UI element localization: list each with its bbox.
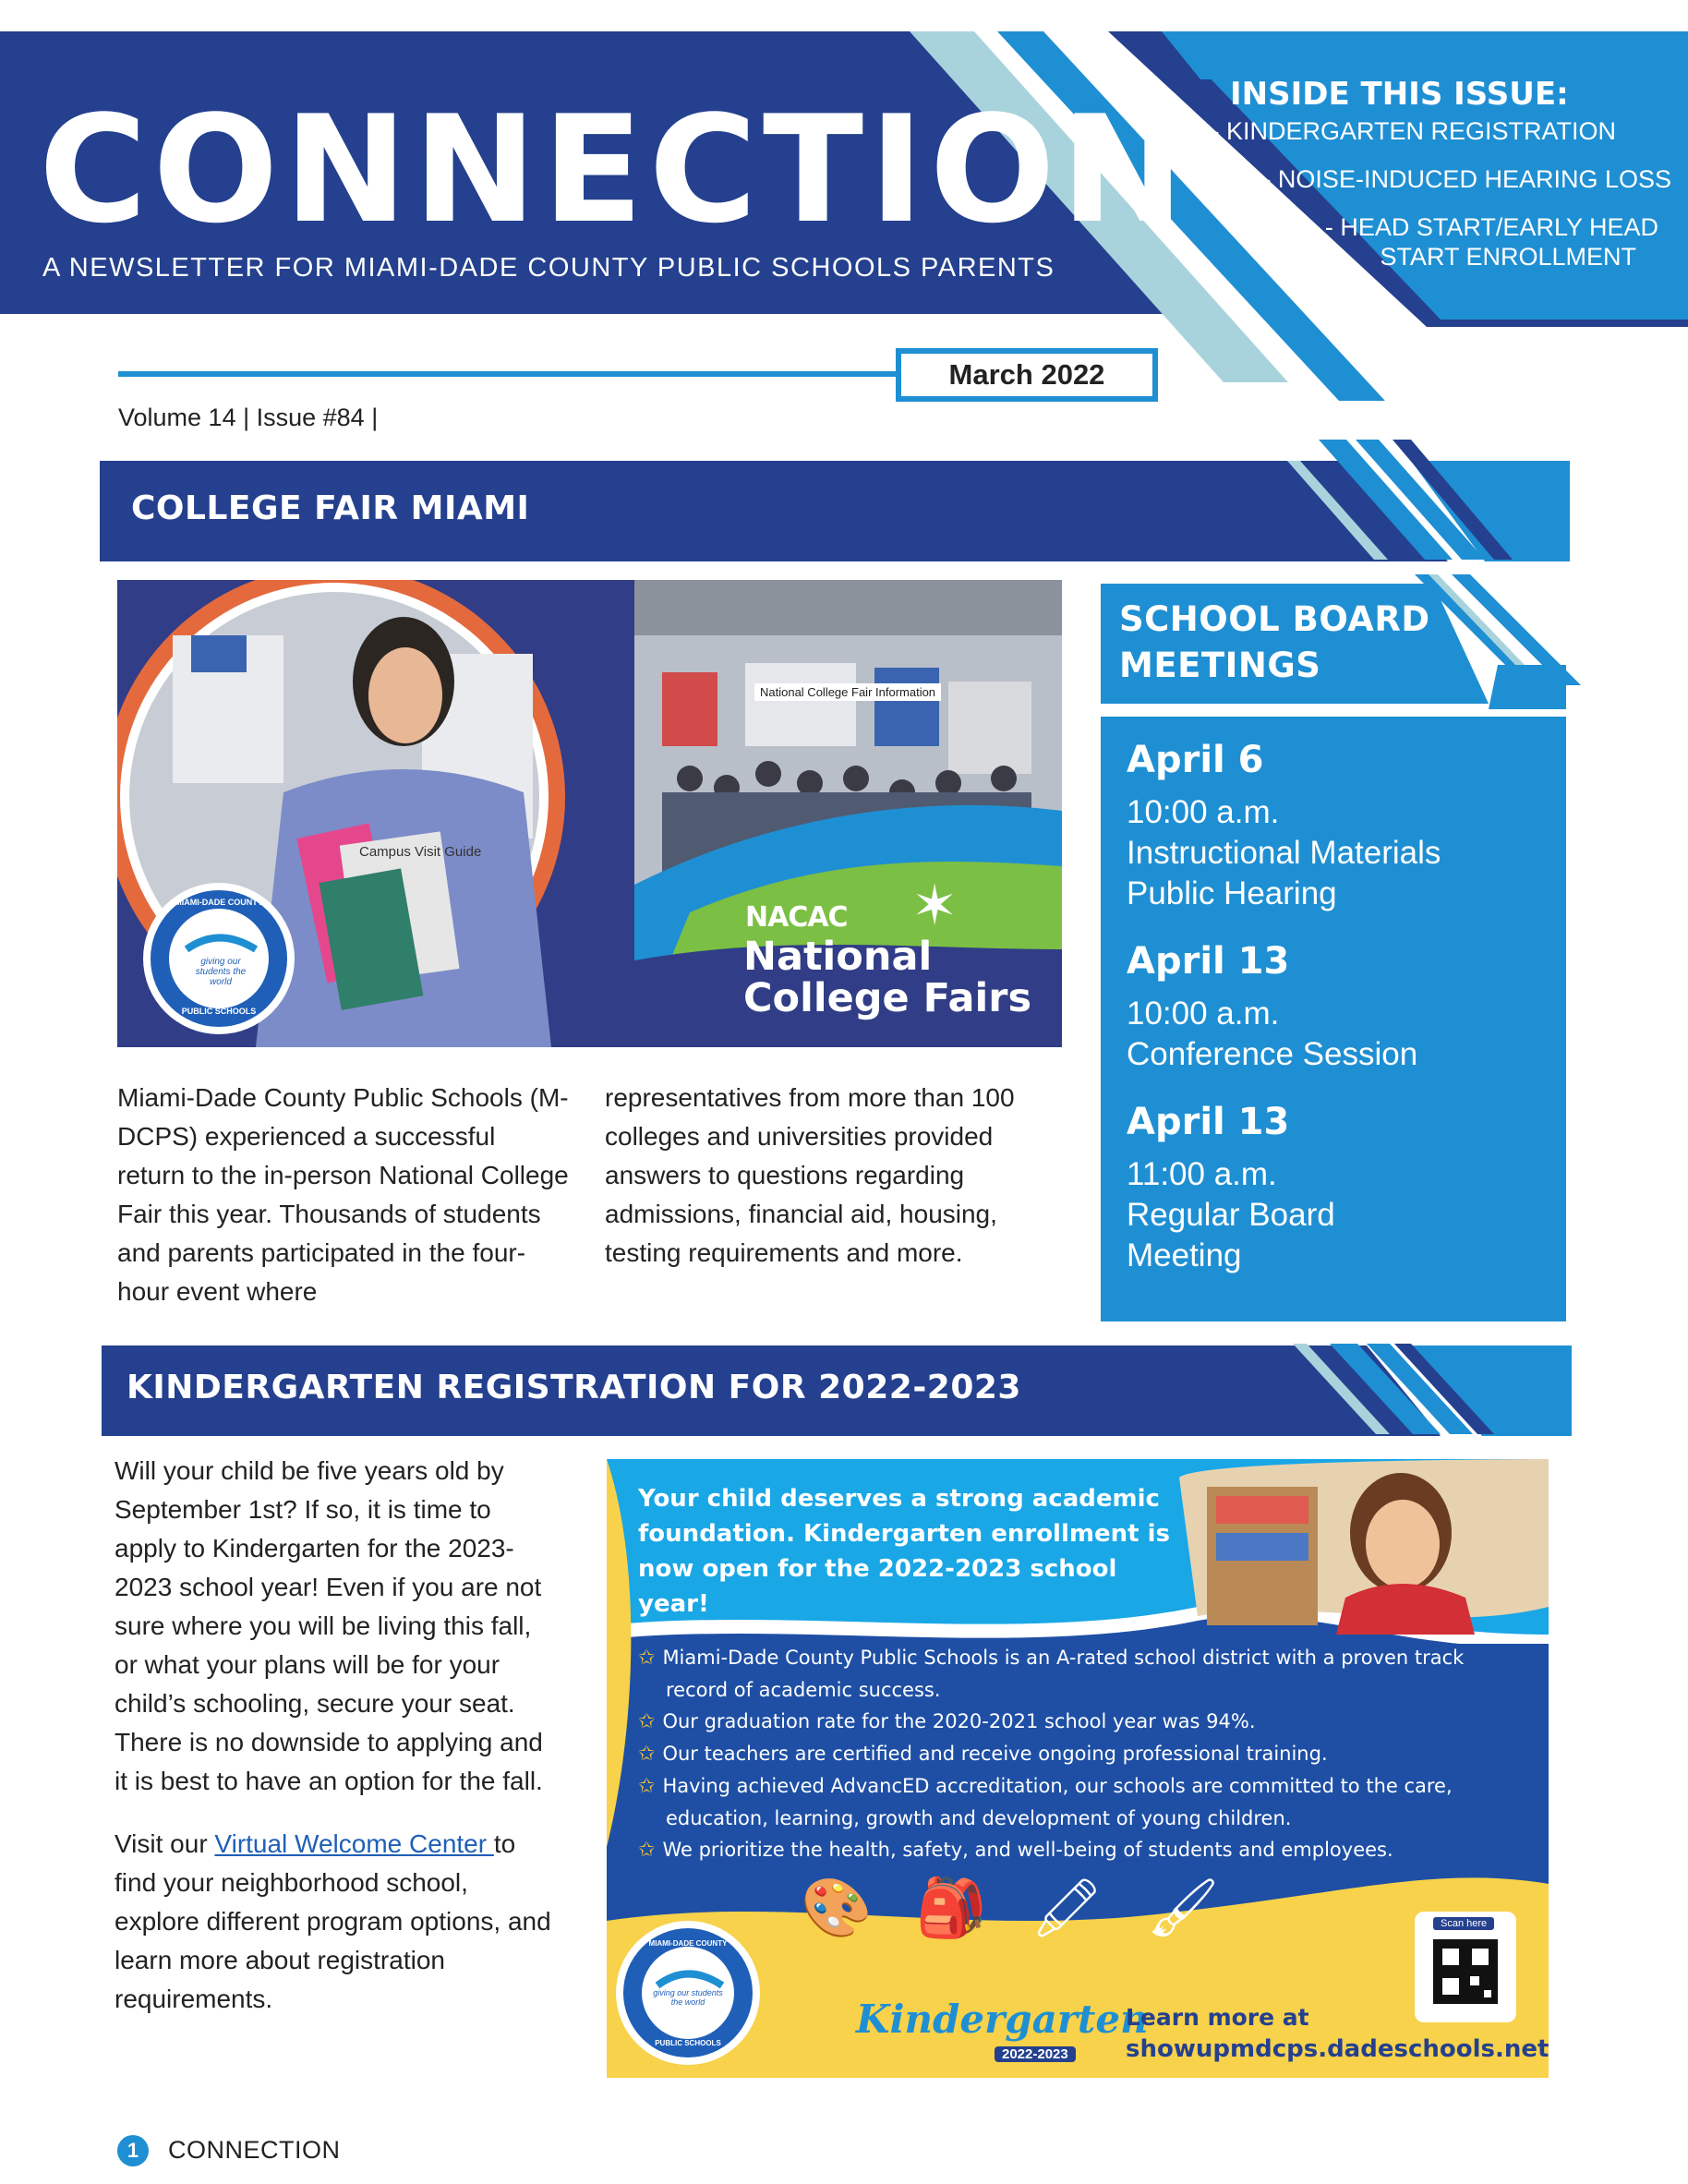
meeting-date: April 13: [1127, 1101, 1290, 1143]
meeting-time: 11:00 a.m.: [1127, 1156, 1277, 1192]
flyer-bullet: ✩ Having achieved AdvancED accreditation, our schools are committed to the care, education, learning, growth and development of young children.: [638, 1775, 1453, 1829]
kindergarten-heading: KINDERGARTEN REGISTRATION FOR 2022-2023: [127, 1369, 1021, 1406]
star-icon: ✩: [638, 1775, 656, 1798]
volume-info: Volume 14 | Issue #84 |: [118, 404, 379, 431]
virtual-welcome-center-link[interactable]: Virtual Welcome Center: [214, 1829, 494, 1858]
college-fair-heading: COLLEGE FAIR MIAMI: [131, 489, 530, 527]
flyer-bullet: ✩ Our teachers are certified and receive ongoing professional training.: [638, 1743, 1328, 1766]
meeting-time: 10:00 a.m.: [1127, 995, 1280, 1032]
logo-bottom-text: PUBLIC SCHOOLS: [181, 1007, 257, 1016]
meeting-desc: Instructional Materials: [1127, 835, 1441, 871]
flyer-logo-top: MIAMI-DADE COUNTY: [648, 1939, 728, 1948]
college-fair-photo: [117, 580, 1062, 1047]
flyer-headline: Your child deserves a strong academic foundation. Kindergarten enrollment is now open for the 2022-2023 school year!: [638, 1485, 1170, 1618]
logo-tagline: giving our students the world: [195, 957, 247, 987]
board-heading: SCHOOL BOARD MEETINGS: [1119, 599, 1430, 685]
inside-issue-title: INSIDE THIS ISSUE:: [1230, 76, 1569, 113]
inside-item-kindergarten: - KINDERGARTEN REGISTRATION: [1211, 117, 1616, 145]
newsletter-subtitle: A NEWSLETTER FOR MIAMI-DADE COUNTY PUBLIC SCHOOLS PARENTS: [42, 253, 1055, 283]
flyer-bullet: ✩ We prioritize the health, safety, and well-being of students and employees.: [638, 1839, 1393, 1862]
board-meeting-3: [1127, 1101, 1561, 1276]
star-icon: ✩: [638, 1743, 656, 1766]
kindergarten-flyer: [607, 1459, 1549, 2078]
brand-line-2: College Fairs: [743, 975, 1032, 1021]
fair-sign-text: National College Fair Information: [754, 683, 941, 701]
backpack-icon: 🎒: [915, 1876, 987, 1940]
meeting-desc: Public Hearing: [1127, 875, 1337, 911]
kindergarten-word: Kindergarten: [856, 1997, 1149, 2042]
issue-date: March 2022: [896, 348, 1158, 402]
college-fair-col1: Miami-Dade County Public Schools (M-DCPS) experienced a successful return to the in-person National College Fair this year. Thousands of students and parents participated in the four-hour event where: [117, 1083, 569, 1306]
inside-item-hearing: - NOISE-INDUCED HEARING LOSS: [1262, 165, 1671, 193]
masthead: [0, 31, 1688, 327]
school-supplies-icons: [801, 1875, 1220, 1942]
paintbrush-icon: 🖌: [1146, 1876, 1220, 1940]
inside-item-head-start: - HEAD START/EARLY HEAD: [1324, 213, 1658, 241]
kindergarten-year: 2022-2023: [995, 2046, 1076, 2062]
meeting-desc: Conference Session: [1127, 1036, 1418, 1072]
flyer-logo-tagline: giving our students the world: [653, 1988, 723, 2007]
kindergarten-text: [115, 1452, 558, 2043]
learn-more-url[interactable]: showupmdcps.dadeschools.net: [1126, 2035, 1549, 2063]
board-meeting-2: [1127, 940, 1561, 1075]
star-icon: ✩: [638, 1710, 656, 1733]
meeting-desc: Regular Board: [1127, 1197, 1335, 1233]
scan-label: Scan here: [1433, 1917, 1494, 1930]
flyer-bullets: [638, 1642, 1525, 1866]
date-rule: [118, 371, 896, 377]
booklet-text: Campus Visit Guide: [359, 844, 482, 860]
meeting-date: April 6: [1127, 739, 1264, 781]
brand-line-1: National: [743, 934, 933, 980]
footer-label: CONNECTION: [168, 2136, 341, 2164]
palette-icon: 🎨: [801, 1876, 873, 1940]
learn-more-label: Learn more at: [1126, 2004, 1309, 2031]
kindergarten-paragraph-1: Will your child be five years old by September 1st? If so, it is time to apply to Kindergarten for the 2023-2023 school year! Even if you are not sure where you will be living this fall, or what your plans will be for your child’s schooling, secure your seat. There is no downside to applying and it is best to have an option for the fall.: [115, 1456, 543, 1795]
star-icon: ✶: [911, 875, 959, 936]
newsletter-title: CONNECTION: [39, 83, 1190, 256]
board-meeting-1: [1127, 739, 1561, 914]
star-icon: ✩: [638, 1647, 656, 1670]
flyer-logo-bottom: PUBLIC SCHOOLS: [655, 2039, 721, 2047]
kindergarten-paragraph-2: Visit our Virtual Welcome Center to find your neighborhood school, explore different program options, and learn more about registration requirements.: [115, 1829, 551, 2013]
meeting-date: April 13: [1127, 940, 1290, 983]
logo-top-text: MIAMI-DADE COUNTY: [175, 898, 263, 907]
college-fair-col2: representatives from more than 100 colleges and universities provided answers to questions regarding admissions, financial aid, housing, testing requirements and more.: [605, 1083, 1015, 1267]
marker-icon: 🖍: [1030, 1876, 1103, 1940]
nacac-logo-text: NACAC: [745, 901, 848, 934]
flyer-bullet: ✩ Our graduation rate for the 2020-2021 school year was 94%.: [638, 1710, 1256, 1733]
page-number: 1: [117, 2135, 149, 2166]
star-icon: ✩: [638, 1839, 656, 1862]
inside-item-enrollment: START ENROLLMENT: [1380, 243, 1636, 271]
flyer-bullet: ✩ Miami-Dade County Public Schools is an A-rated school district with a proven track record of academic success.: [638, 1647, 1465, 1701]
meeting-desc: Meeting: [1127, 1237, 1242, 1273]
meeting-time: 10:00 a.m.: [1127, 794, 1280, 830]
